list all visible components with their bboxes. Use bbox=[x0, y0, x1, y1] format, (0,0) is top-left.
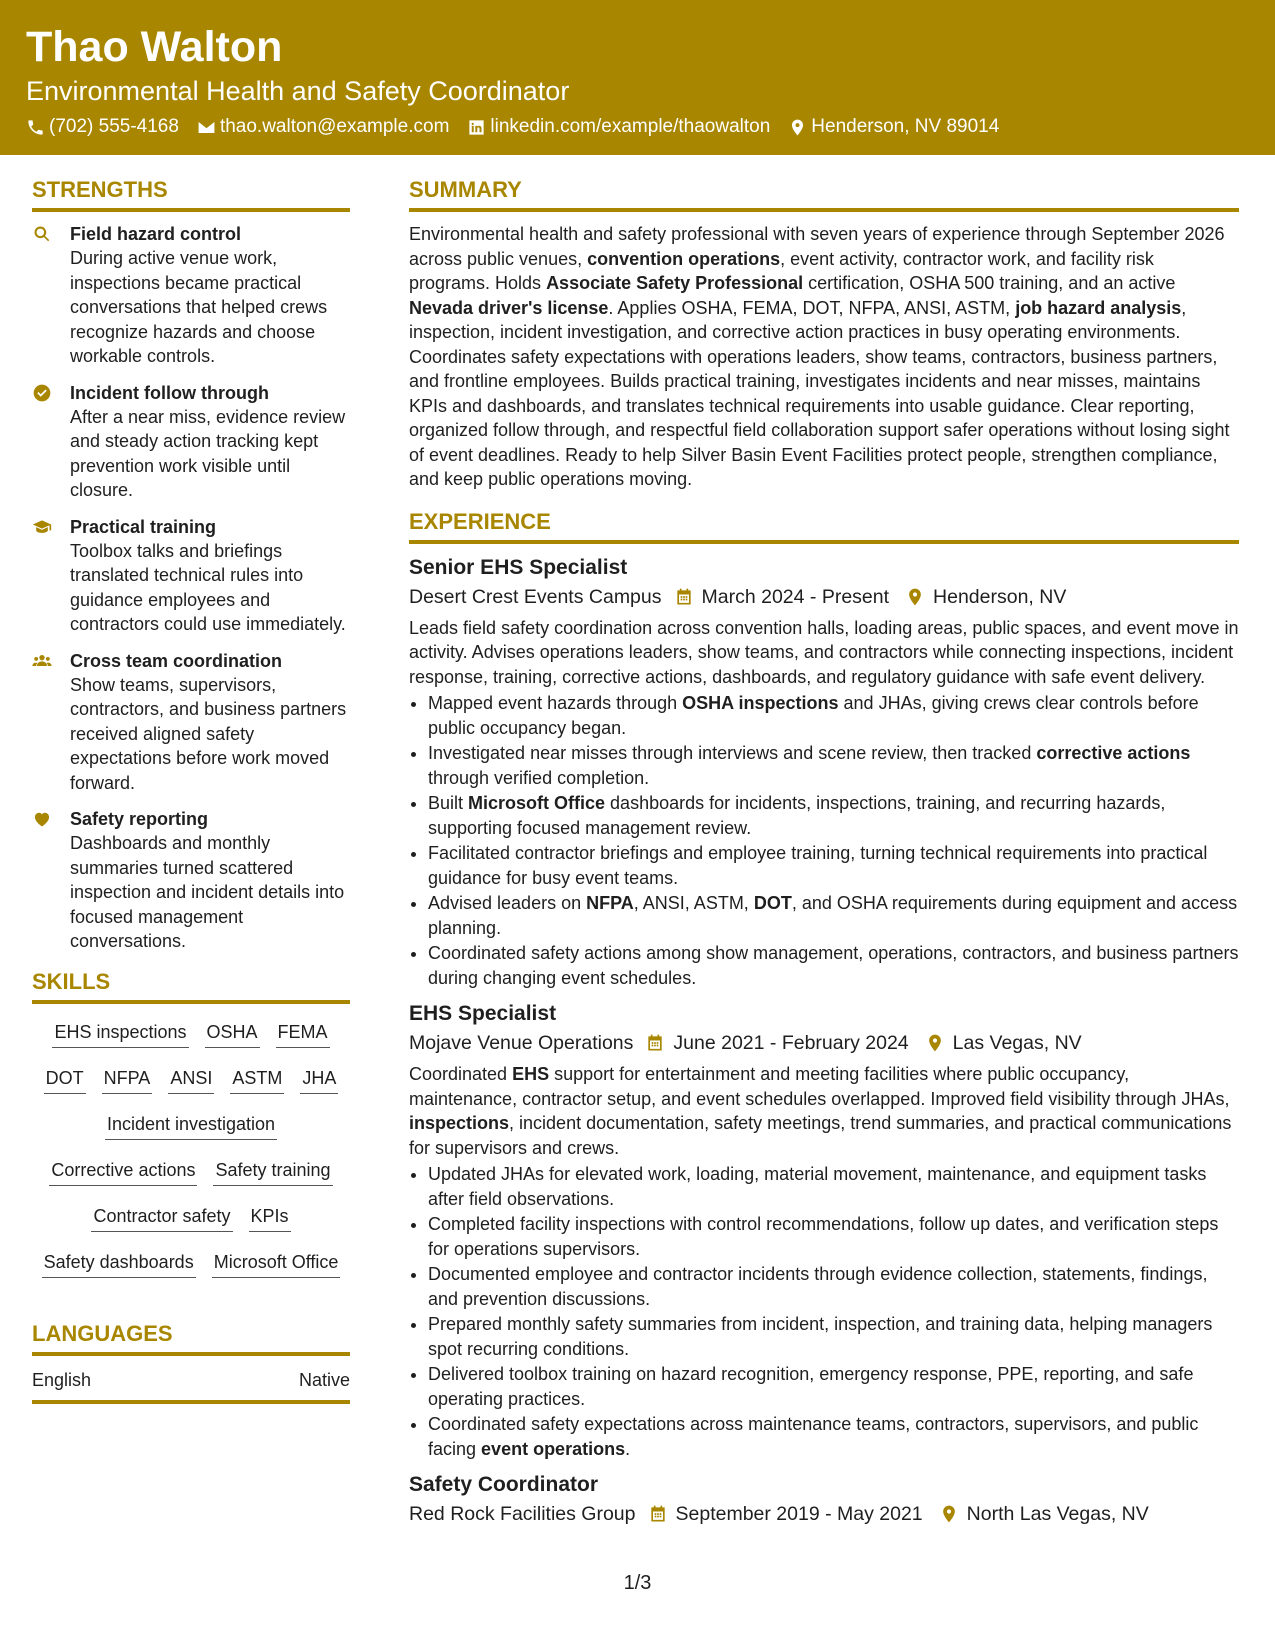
job-bullet: • Delivered toolbox training on hazard recognition, emergency response, PPE, reporting, and safe operating practices. bbox=[428, 1362, 1239, 1411]
job-bullet: • Coordinated safety expectations across maintenance teams, contractors, supervisors, and public facing event operations. bbox=[428, 1412, 1239, 1461]
linkedin-icon bbox=[467, 118, 486, 137]
contact-bar bbox=[26, 116, 1249, 138]
heart-icon bbox=[32, 809, 52, 829]
skill-tag: OSHA bbox=[205, 1020, 260, 1048]
strength-item bbox=[32, 649, 350, 796]
job-entry bbox=[409, 554, 1239, 991]
job-bullet: • Mapped event hazards through OSHA inspections and JHAs, giving crews clear controls before public occupancy began. bbox=[428, 691, 1239, 740]
job-title: Senior EHS Specialist bbox=[409, 555, 628, 579]
strength-title: Field hazard control bbox=[70, 224, 242, 244]
search-icon bbox=[32, 224, 52, 244]
job-bullet: • Coordinated safety actions among show management, operations, contractors, and business partners during changing event schedules. bbox=[428, 941, 1239, 990]
job-bullet: • Completed facility inspections with control recommendations, follow up dates, and verification steps for operations supervisors. bbox=[428, 1212, 1239, 1261]
strength-item bbox=[32, 381, 350, 503]
contact-linkedin-text: linkedin.com/example/thaowalton bbox=[490, 116, 771, 137]
summary-text: Environmental health and safety professional with seven years of experience through September 2026 across public venues, convention operations, event activity, contractor work, and facility risk programs. Holds Associate Safety Professional certification, OSHA 500 training, and an active Nevada driver's license. Applies OSHA, FEMA, DOT, NFPA, ANSI, ASTM, job hazard analysis, inspection, incident investigation, and corrective action practices in busy operating environments. Coordinates safety expectations with operations leaders, show teams, contractors, business partners, and frontline employees. Builds practical training, investigates incidents and near misses, maintains KPIs and dashboards, and translates technical requirements into usable guidance. Clear reporting, organized follow through, and respectful field collaboration support safer operations without losing sight of event deadlines. Ready to help Silver Basin Event Facilities protect people, strengthen compliance, and keep public operations moving. bbox=[409, 224, 1230, 489]
job-meta bbox=[409, 582, 1239, 612]
strength-item bbox=[32, 807, 350, 954]
job-location: Henderson, NV bbox=[933, 585, 1067, 608]
strength-item bbox=[32, 515, 350, 637]
strength-desc: During active venue work, inspections became practical conversations that helped crews recognize hazards and choose workable controls. bbox=[70, 248, 328, 366]
job-description: Coordinated EHS support for entertainment and meeting facilities where public occupancy, maintenance, contractor setup, and event schedules overlapped. Improved field visibility through JHAs, inspections, incident documentation, safety meetings, trend summaries, and practical communications for supervisors and crews. bbox=[409, 1064, 1232, 1158]
job-title: EHS Specialist bbox=[409, 1002, 557, 1025]
job-bullets bbox=[409, 1162, 1239, 1461]
skill-tag: DOT bbox=[44, 1066, 86, 1094]
contact-location bbox=[788, 116, 999, 138]
job-bullet: • Documented employee and contractor incidents through evidence collection, statements, findings, and prevention discussions. bbox=[428, 1262, 1239, 1311]
job-company: Desert Crest Events Campus bbox=[409, 585, 662, 608]
job-company: Mojave Venue Operations bbox=[409, 1032, 634, 1054]
skill-tag: ASTM bbox=[230, 1066, 284, 1094]
graduation-cap-icon bbox=[32, 517, 52, 537]
map-pin-icon bbox=[925, 1033, 945, 1053]
skill-tag: FEMA bbox=[276, 1020, 330, 1048]
job-entry bbox=[409, 1471, 1239, 1529]
strength-desc: After a near miss, evidence review and steady action tracking kept prevention work visible until closure. bbox=[70, 406, 346, 500]
job-bullet: • Built Microsoft Office dashboards for incidents, inspections, training, and recurring hazards, supporting focused management review. bbox=[428, 791, 1239, 840]
language-name: English bbox=[32, 1369, 92, 1390]
check-circle-icon bbox=[32, 383, 52, 403]
contact-email[interactable] bbox=[197, 116, 449, 138]
language-level: Native bbox=[298, 1369, 350, 1390]
skill-tag: EHS inspections bbox=[52, 1020, 188, 1048]
summary-heading: SUMMARY bbox=[409, 176, 1239, 212]
job-dates: March 2024 - Present bbox=[701, 585, 890, 608]
map-pin-icon bbox=[939, 1504, 959, 1524]
experience-list bbox=[409, 554, 1239, 1530]
job-bullet: • Updated JHAs for elevated work, loading, material movement, maintenance, and equipment tasks after field observations. bbox=[428, 1162, 1239, 1211]
skill-tag: Incident investigation bbox=[105, 1112, 277, 1140]
skill-tag: NFPA bbox=[102, 1066, 153, 1094]
right-column bbox=[409, 176, 1239, 1533]
skill-tag: Safety dashboards bbox=[42, 1250, 196, 1278]
contact-phone-text: (702) 555-4168 bbox=[49, 116, 179, 137]
strength-desc: Dashboards and monthly summaries turned scattered inspection and incident details into focused management conversations. bbox=[70, 833, 345, 951]
job-meta bbox=[409, 1499, 1239, 1529]
strength-title: Safety reporting bbox=[70, 809, 209, 829]
contact-location-text: Henderson, NV 89014 bbox=[811, 116, 1000, 137]
candidate-name: Thao Walton bbox=[26, 23, 283, 71]
job-location: North Las Vegas, NV bbox=[966, 1503, 1149, 1525]
job-location: Las Vegas, NV bbox=[952, 1032, 1082, 1054]
skill-tag: ANSI bbox=[168, 1066, 214, 1094]
calendar-icon bbox=[645, 1033, 665, 1053]
job-company: Red Rock Facilities Group bbox=[409, 1503, 636, 1525]
skill-tag: Contractor safety bbox=[91, 1204, 232, 1232]
calendar-icon bbox=[648, 1504, 668, 1524]
job-description: Leads field safety coordination across convention halls, loading areas, public spaces, and event move in activity. Advises operations leaders, show teams, and contractors while connecting inspections, incident response, training, corrective actions, dashboards, and regulatory guidance with safe event delivery. bbox=[409, 617, 1239, 687]
skills-list bbox=[32, 1014, 350, 1290]
strength-desc: Show teams, supervisors, contractors, and business partners received aligned safety expectations before work moved forward. bbox=[70, 674, 347, 793]
job-bullet: • Prepared monthly safety summaries from incident, inspection, and training data, helping managers spot recurring conditions. bbox=[428, 1312, 1239, 1361]
job-bullet: • Advised leaders on NFPA, ANSI, ASTM, DOT, and OSHA requirements during equipment and access planning. bbox=[428, 891, 1239, 940]
left-column bbox=[32, 176, 350, 1404]
job-dates: June 2021 - February 2024 bbox=[673, 1032, 909, 1054]
calendar-icon bbox=[674, 587, 694, 607]
job-title: Safety Coordinator bbox=[409, 1473, 599, 1496]
job-meta bbox=[409, 1028, 1239, 1058]
resume-header bbox=[0, 0, 1275, 155]
language-row bbox=[32, 1366, 350, 1404]
page-number: 1/3 bbox=[623, 1572, 652, 1594]
contact-phone[interactable] bbox=[26, 116, 179, 138]
contact-email-text: thao.walton@example.com bbox=[219, 116, 450, 137]
candidate-title: Environmental Health and Safety Coordinator bbox=[26, 76, 570, 106]
map-pin-icon bbox=[905, 587, 925, 607]
skill-tag: Microsoft Office bbox=[212, 1250, 341, 1278]
phone-icon bbox=[26, 118, 45, 137]
skill-tag: KPIs bbox=[249, 1204, 291, 1232]
strength-title: Cross team coordination bbox=[70, 650, 283, 671]
skill-tag: JHA bbox=[300, 1066, 338, 1094]
job-bullet: • Investigated near misses through interviews and scene review, then tracked corrective actions through verified completion. bbox=[428, 741, 1239, 790]
strengths-heading: STRENGTHS bbox=[32, 176, 350, 212]
skill-tag: Corrective actions bbox=[49, 1158, 197, 1186]
job-dates: September 2019 - May 2021 bbox=[675, 1503, 923, 1525]
strength-title: Incident follow through bbox=[70, 382, 269, 403]
strength-desc: Toolbox talks and briefings translated technical rules into guidance employees and contractors could use immediately. bbox=[70, 540, 346, 634]
users-icon bbox=[32, 651, 52, 671]
envelope-icon bbox=[197, 118, 216, 137]
contact-linkedin[interactable] bbox=[467, 116, 770, 138]
job-entry bbox=[409, 1000, 1239, 1461]
strength-item bbox=[32, 222, 350, 369]
job-bullet: • Facilitated contractor briefings and employee training, turning technical requirements into practical guidance for busy event teams. bbox=[428, 841, 1239, 890]
strength-title: Practical training bbox=[70, 516, 217, 537]
languages-heading: LANGUAGES bbox=[32, 1320, 350, 1356]
experience-heading: EXPERIENCE bbox=[409, 508, 1239, 544]
job-bullets bbox=[409, 691, 1239, 990]
map-pin-icon bbox=[788, 118, 807, 137]
skill-tag: Safety training bbox=[213, 1158, 332, 1186]
skills-heading: SKILLS bbox=[32, 968, 350, 1004]
